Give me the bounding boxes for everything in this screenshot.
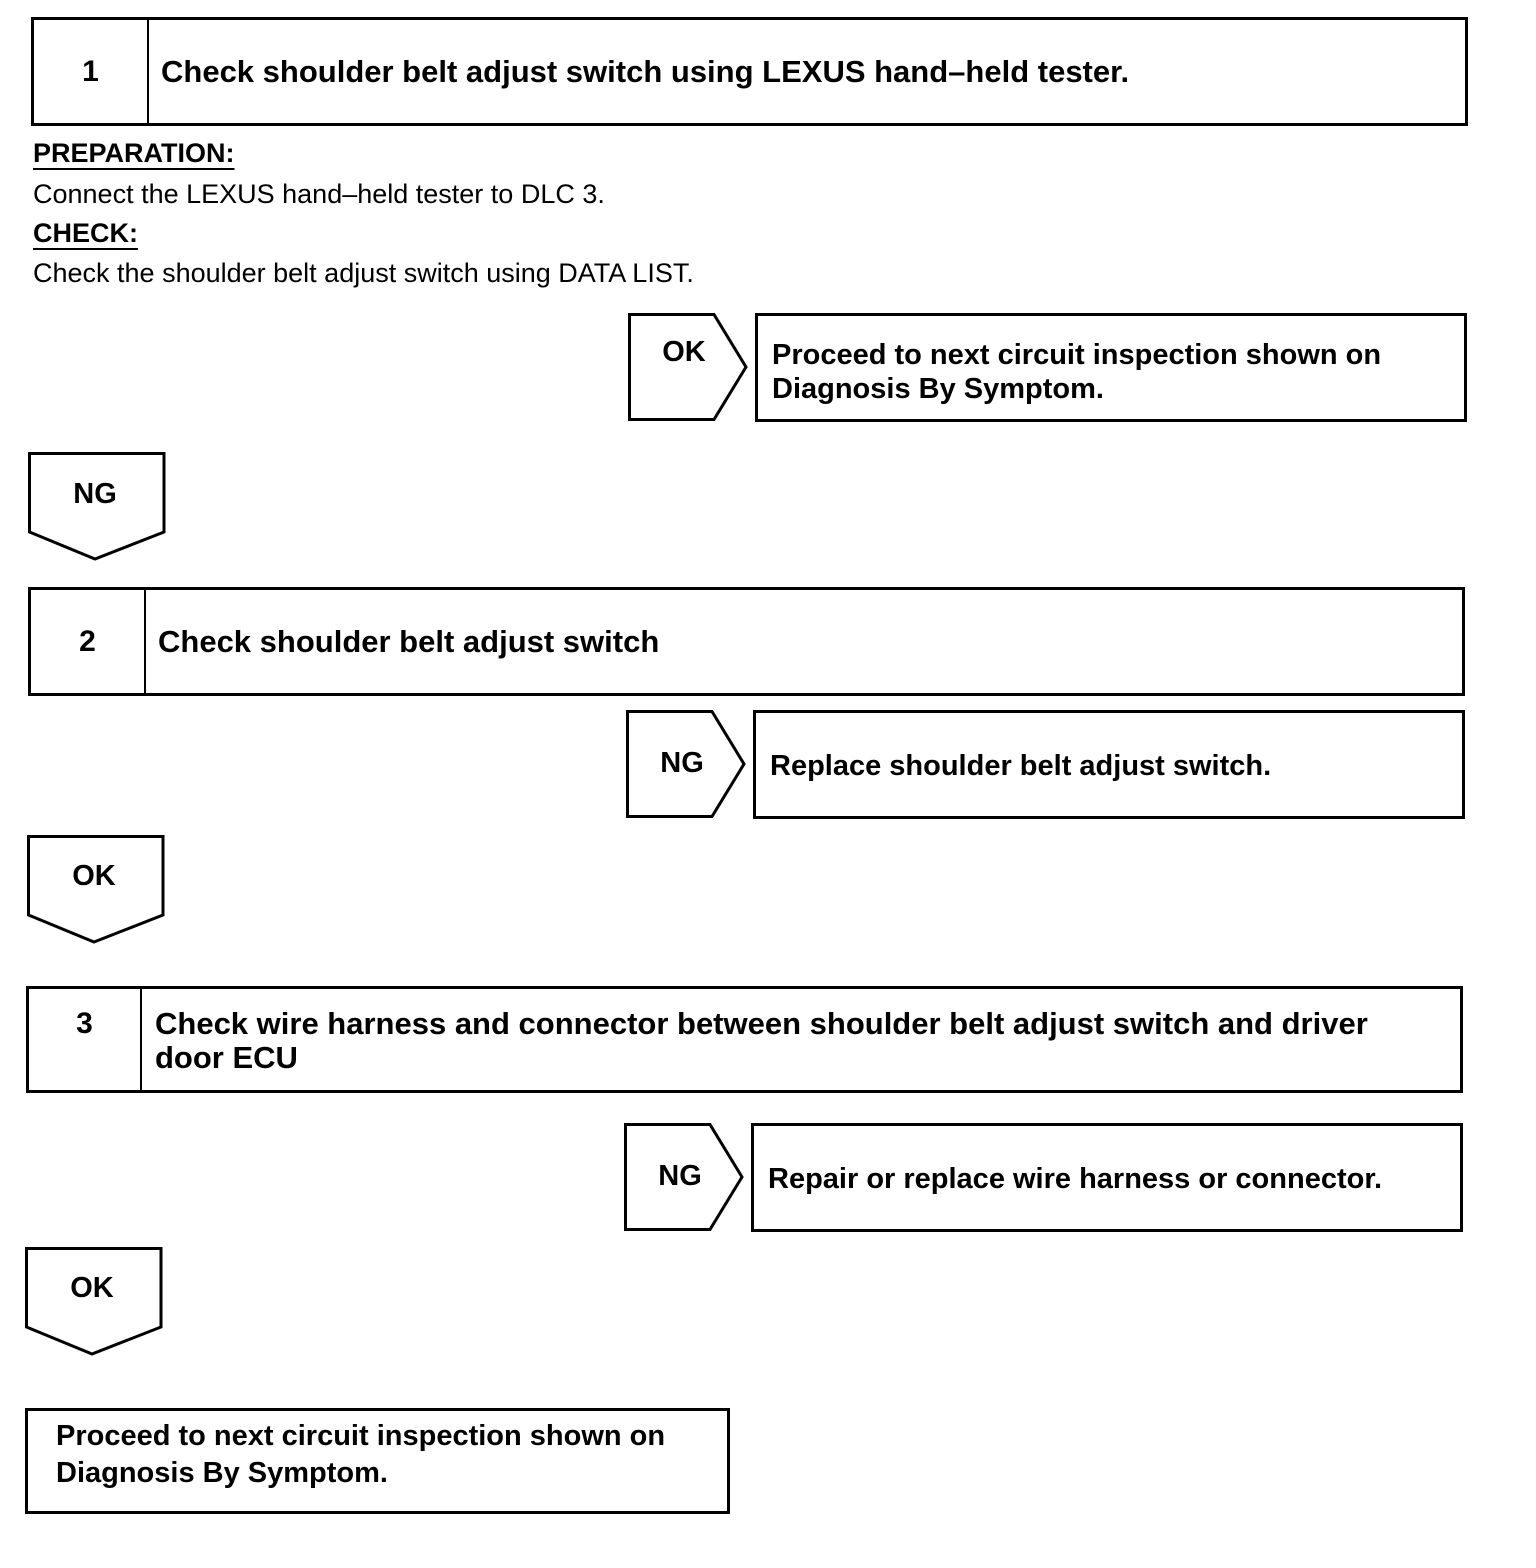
final-text-line2: Diagnosis By Symptom. <box>56 1457 388 1489</box>
step-1-box <box>31 17 1468 126</box>
down-ok-label: OK <box>72 860 116 892</box>
step-number: 1 <box>34 20 149 123</box>
preparation-label: PREPARATION: <box>33 138 235 168</box>
result-text: Replace shoulder belt adjust switch. <box>770 750 1272 782</box>
check-text: Check the shoulder belt adjust switch using DATA LIST. <box>33 258 694 288</box>
branch-ok-result-box <box>755 313 1467 422</box>
preparation-text: Connect the LEXUS hand–held tester to DLC 3. <box>33 179 605 209</box>
down-ng-label: NG <box>73 478 117 510</box>
result-text-line1: Proceed to next circuit inspection shown on <box>772 339 1382 371</box>
step-2-box <box>28 587 1465 696</box>
branch-ng-result-box <box>751 1123 1463 1232</box>
step-title: Check shoulder belt adjust switch using LEXUS hand–held tester. <box>161 53 1130 89</box>
result-text-line2: Diagnosis By Symptom. <box>772 373 1104 405</box>
step-number: 2 <box>31 590 146 693</box>
check-label: CHECK: <box>33 218 138 248</box>
final-result-box <box>25 1408 730 1514</box>
down-ok-label: OK <box>70 1272 114 1304</box>
step-number: 3 <box>29 989 142 1090</box>
step-title: Check wire harness and connector between shoulder belt adjust switch and driver door ECU <box>155 1006 1368 1075</box>
branch-ng-label: NG <box>660 747 704 779</box>
step-title: Check shoulder belt adjust switch <box>158 623 660 659</box>
step-3-box <box>26 986 1463 1093</box>
branch-ok-label: OK <box>662 336 706 368</box>
final-text-line1: Proceed to next circuit inspection shown on <box>56 1420 666 1452</box>
result-text: Repair or replace wire harness or connector. <box>768 1163 1383 1195</box>
branch-ng-result-box <box>753 710 1465 819</box>
branch-ng-label: NG <box>658 1160 702 1192</box>
